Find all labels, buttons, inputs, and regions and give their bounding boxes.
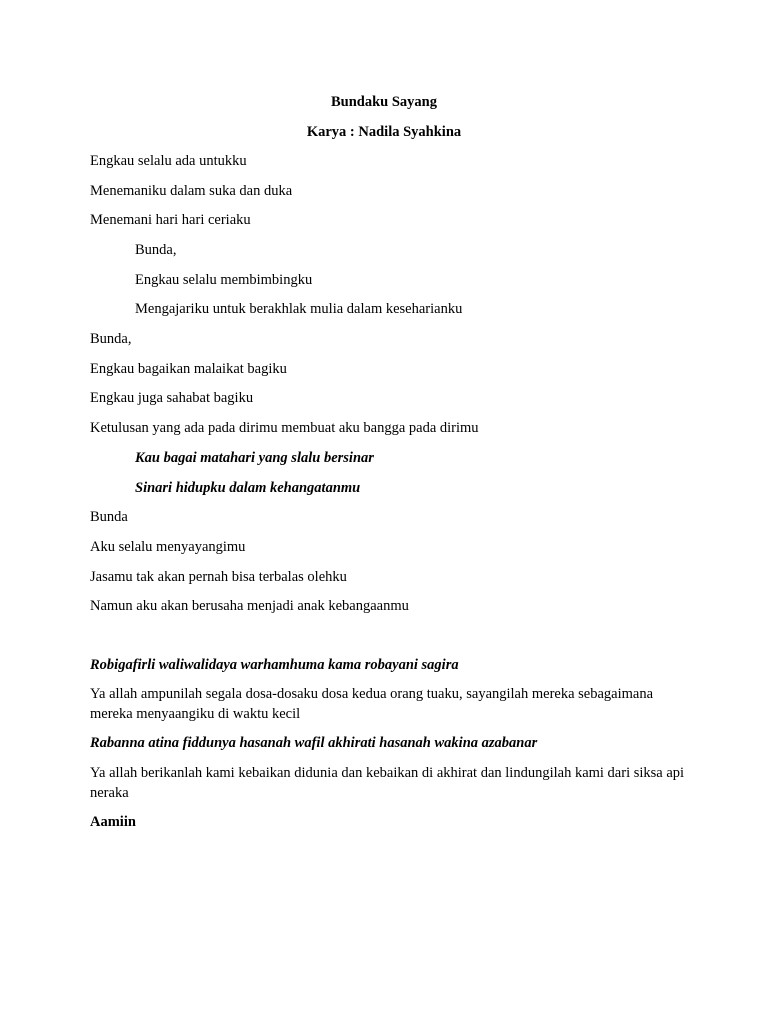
prayer-translation: Ya allah ampunilah segala dosa-dosaku dosa kedua orang tuaku, sayangilah mereka sebagaimana mereka menyaangiku di waktu kecil xyxy=(90,686,654,722)
poem-line: Mengajariku untuk berakhlak mulia dalam keseharianku xyxy=(135,301,463,317)
poem-author: Karya : Nadila Syahkina xyxy=(306,124,462,140)
poem-line: Jasamu tak akan pernah bisa terbalas olehku xyxy=(90,569,347,585)
poem-line: Engkau juga sahabat bagiku xyxy=(90,390,254,406)
poem-line-emphasis: Kau bagai matahari yang slalu bersinar xyxy=(135,450,374,466)
closing-word: Aamiin xyxy=(90,814,136,830)
poem-title: Bundaku Sayang xyxy=(331,94,437,110)
poem-line: Namun aku akan berusaha menjadi anak kebangaanmu xyxy=(90,598,409,614)
prayer-translation: Ya allah berikanlah kami kebaikan didunia dan kebaikan di akhirat dan lindungilah kami dari siksa api neraka xyxy=(90,765,685,801)
poem-line: Bunda, xyxy=(135,242,177,258)
prayer-arabic: Robigafirli waliwalidaya warhamhuma kama robayani sagira xyxy=(90,657,459,673)
poem-line: Engkau bagaikan malaikat bagiku xyxy=(90,361,287,377)
poem-line: Engkau selalu ada untukku xyxy=(90,153,247,169)
poem-line: Engkau selalu membimbingku xyxy=(135,272,313,288)
poem-line: Ketulusan yang ada pada dirimu membuat aku bangga pada dirimu xyxy=(90,420,479,436)
prayer-arabic: Rabanna atina fiddunya hasanah wafil akhirati hasanah wakina azabanar xyxy=(90,735,538,751)
poem-line: Menemaniku dalam suka dan duka xyxy=(90,183,293,199)
poem-line-emphasis: Sinari hidupku dalam kehangatanmu xyxy=(135,480,361,496)
poem-line: Bunda xyxy=(90,509,128,525)
poem-line: Menemani hari hari ceriaku xyxy=(90,212,251,228)
poem-line: Bunda, xyxy=(90,331,132,347)
poem-line: Aku selalu menyayangimu xyxy=(90,539,246,555)
